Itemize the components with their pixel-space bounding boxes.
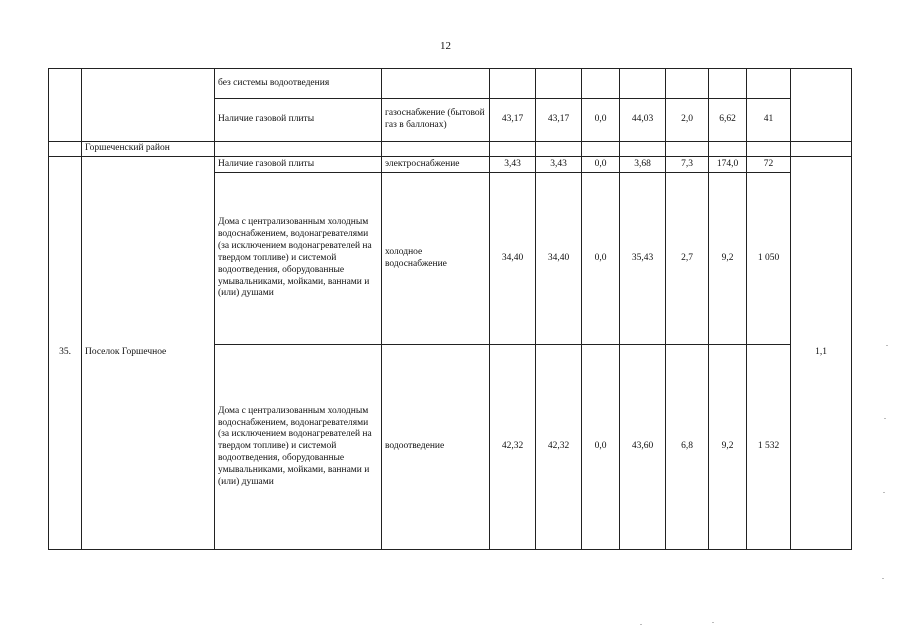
table-row — [49, 157, 852, 173]
empty-cell — [709, 142, 747, 157]
value-cell: 41 — [747, 99, 791, 142]
scan-speck — [712, 622, 714, 623]
service-cell: газоснабжение (бытовой газ в баллонах) — [382, 99, 490, 142]
value-cell: 42,32 — [490, 345, 536, 550]
value-cell: 44,03 — [620, 99, 666, 142]
page-number: 12 — [440, 40, 451, 52]
empty-cell — [582, 142, 620, 157]
num-cell-empty — [49, 142, 82, 157]
scan-speck — [883, 492, 885, 493]
empty-cell — [620, 142, 666, 157]
value-cell: 3,43 — [490, 157, 536, 173]
value-cell — [709, 69, 747, 99]
empty-cell — [536, 142, 582, 157]
value-cell: 43,17 — [536, 99, 582, 142]
value-cell: 34,40 — [536, 173, 582, 345]
value-cell: 3,43 — [536, 157, 582, 173]
value-cell: 1 050 — [747, 173, 791, 345]
description-cell: Наличие газовой плиты — [215, 157, 382, 173]
value-cell: 42,32 — [536, 345, 582, 550]
service-cell — [382, 69, 490, 99]
row-number: 35. — [49, 157, 82, 550]
value-cell: 0,0 — [582, 345, 620, 550]
description-cell: Дома с централизованным холодным водоснабжением, водонагревателями (за исключением водонагревателей на твердом топливе) и системой водоотведения, оборудованные умывальниками, мойками, ваннами и (или) душами — [215, 345, 382, 550]
district-name: Горшеченский район — [82, 142, 215, 157]
empty-cell — [666, 142, 709, 157]
service-cell: холодное водоснабжение — [382, 173, 490, 345]
description-cell: без системы водоотведения — [215, 69, 382, 99]
value-cell: 9,2 — [709, 173, 747, 345]
value-cell: 9,2 — [709, 345, 747, 550]
tariff-table — [48, 68, 852, 550]
scan-speck — [882, 578, 884, 579]
scan-speck — [886, 345, 888, 346]
value-cell — [536, 69, 582, 99]
value-cell: 2,7 — [666, 173, 709, 345]
empty-cell — [215, 142, 382, 157]
description-cell: Наличие газовой плиты — [215, 99, 382, 142]
service-cell: электроснабжение — [382, 157, 490, 173]
value-cell: 43,17 — [490, 99, 536, 142]
value-cell — [620, 69, 666, 99]
value-cell: 6,62 — [709, 99, 747, 142]
coef-cell-empty — [791, 69, 852, 142]
coefficient: 1,1 — [791, 157, 852, 550]
value-cell — [582, 69, 620, 99]
description-cell: Дома с централизованным холодным водоснабжением, водонагревателями (за исключением водонагревателей на твердом топливе) и системой водоотведения, оборудованные умывальниками, мойками, ваннами и (или) душами — [215, 173, 382, 345]
value-cell: 6,8 — [666, 345, 709, 550]
value-cell: 3,68 — [620, 157, 666, 173]
value-cell — [747, 69, 791, 99]
value-cell: 1 532 — [747, 345, 791, 550]
num-cell-empty — [49, 69, 82, 142]
value-cell: 7,3 — [666, 157, 709, 173]
value-cell: 0,0 — [582, 157, 620, 173]
value-cell: 174,0 — [709, 157, 747, 173]
value-cell: 0,0 — [582, 173, 620, 345]
value-cell: 35,43 — [620, 173, 666, 345]
value-cell: 72 — [747, 157, 791, 173]
service-cell: водоотведение — [382, 345, 490, 550]
empty-cell — [490, 142, 536, 157]
table-row — [49, 69, 852, 99]
value-cell — [490, 69, 536, 99]
value-cell — [666, 69, 709, 99]
value-cell: 2,0 — [666, 99, 709, 142]
settlement-cell-empty — [82, 69, 215, 142]
scan-speck — [884, 418, 886, 419]
settlement-name: Поселок Горшечное — [82, 157, 215, 550]
empty-cell — [382, 142, 490, 157]
district-row — [49, 142, 852, 157]
value-cell: 43,60 — [620, 345, 666, 550]
scan-speck — [640, 624, 642, 625]
value-cell: 0,0 — [582, 99, 620, 142]
value-cell: 34,40 — [490, 173, 536, 345]
empty-cell — [747, 142, 791, 157]
empty-cell — [791, 142, 852, 157]
